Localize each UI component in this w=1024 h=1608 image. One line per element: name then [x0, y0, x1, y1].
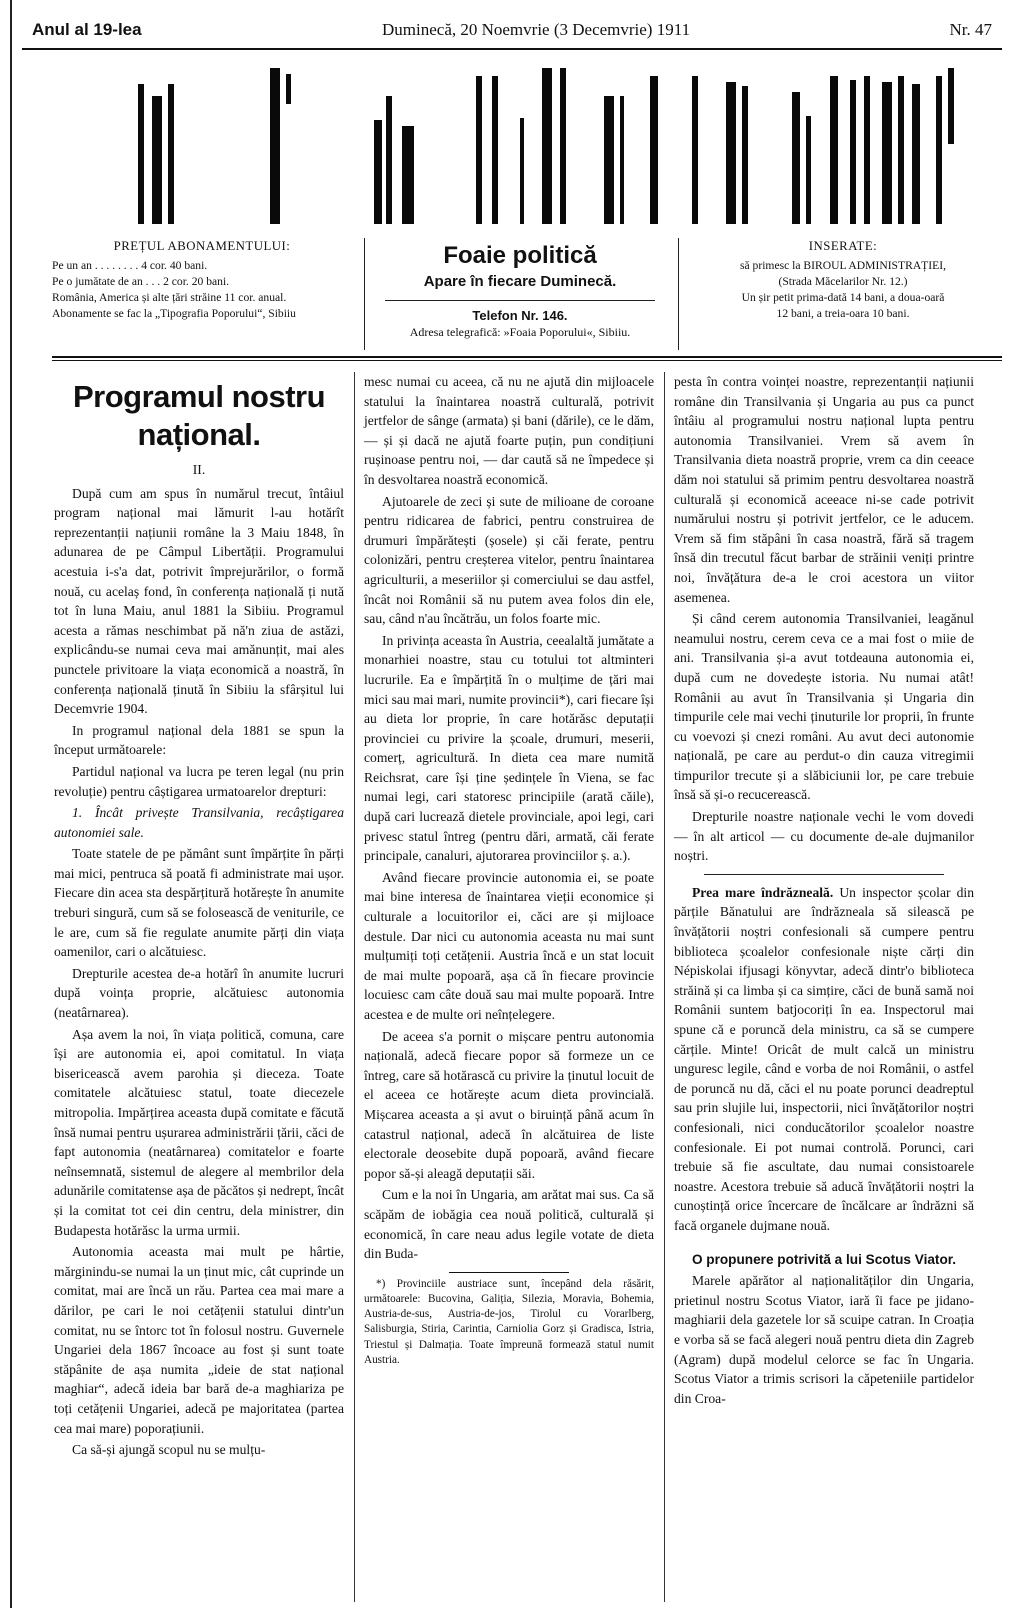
inserate-row: Un șir petit prima-dată 14 bani, a doua-oară	[741, 291, 945, 304]
inserate-row: să primesc la BIROUL ADMINISTRAȚIEI,	[740, 259, 946, 272]
box-rule	[385, 300, 655, 301]
article-paragraph: De aceea s'a pornit o mișcare pentru autonomia națională, adecă fiecare popor să formeze un ce întreg, care să hotărască cu privire la ținutul locuit de el aceea ce hotărește acum dieta provincială. Mișcarea aceasta a și avut o biruință până acum în catastrul național, adecă în alcătuirea de liste electorale deosebite după popoară, având fiecare popor să-și aleagă deputații săi.	[364, 1028, 654, 1181]
article-paragraph: In programul național dela 1881 se spun la început următoarele:	[54, 722, 344, 758]
article-paragraph: După cum am spus în numărul trecut, întâiul program național mai lămurit l-au hotărît reprezentanții națiunii române la 3 Maiu 1848, în adunarea de pe Câmpul Libertății. Programului acestuia i-s'a dat, potrivit împrejurărilor, o formă nouă, cu acelaș fond, în conferența națională ți nută tot în luna Maiu, anul 1881 la Sibiiu. Programul acesta a rămas neschimbat pă nă'n ziua de astăzi, explicându-se numai ceva mai amănunțit, mai ales punctele privitoare la viața economică a noastră, în conferența națională ținută în Sibiiu la sfârșitul lui Decemvrie 1904.	[54, 485, 344, 717]
column-3	[674, 372, 974, 1410]
inserate-row: (Strada Măcelarilor Nr. 12.)	[778, 275, 908, 288]
page-edge-rule	[10, 0, 12, 1608]
column-divider	[354, 372, 355, 1602]
article-paragraph: pesta în contra voinței noastre, reprezentanții națiunii române din Transilvania și Ungaria au pus ca punct întâiu al programului nostru național lupta pentru autonomia Transilvaniei. Vrem să avem în Transilvania dieta noastră proprie, vrem ca din ceeace dăm noi statului să primim pentru desvoltarea noastră culturală și economică aceeace ni-se cade potrivit numărului nostru și potrivit jertfelor, ce le aducem. Vrem să fim stăpâni în casa noastră, fără să tragem însă din trecutul făcut barbar de străinii veniți printre noi, învățătura de-a le croi acestora un viitor asemenea.	[674, 374, 974, 605]
column-2	[364, 372, 654, 1370]
article-paragraph: Și când cerem autonomia Transilvaniei, leagănul neamului nostru, cerem ceva ce a mai fost o miie de ani. Transilvania și-a avut totdeauna autonomia ei, după cum ne dovedește istoria. Nu numai atât! Românii au avut în Transilvania și Ungaria din timpurile cele mai vechi ținuturile lor proprii, în frunte cu voevozi și cnezi români. Au avut deci autonomie națională, pe care au perdut-o din cauza vitregimii timpurilor trecute și a slăbiciunii lor, pe care trebuie însă să și-o recucerească.	[674, 611, 974, 803]
article-paragraph: Toate statele de pe pământ sunt împărțite în părți mai mici, pentruca să poată fi administrate mai ușor. Fiecare din acea sta despărțitură hotărește în anumite treburi singură, cum să se folosească de veniturile, ce le are, cum să fie regulate anumite părți din viața oamenilor, cari o alcătuiesc.	[54, 846, 344, 960]
header-divider	[364, 238, 365, 350]
pricing-row: România, America și alte țări străine 11 cor. anual.	[52, 291, 287, 304]
article-paragraph: Așa avem la noi, în viața politică, comuna, care își are autonomia ei, apoi comitatul. In viața bisericească avem parohia și dieceza. Toate comitatele alcătuiesc statul, toate diecezele mitropolia. Impărțirea aceasta după comitate e făcută însă numai pentru ușurarea administrării țării, căci de fapt autonomia (neatârnarea) comitatelor e foarte neînsemnată, sistemul de alegere al membrilor dela adunările comitatense așa de păcătos și nedrept, încât și la comitat tot cei din centru, dela ministrer, din Budapesta hotărăsc la urma urmii.	[54, 1026, 344, 1238]
news-item	[674, 883, 974, 1236]
article-paragraph: Drepturile noastre naționale vechi le vom dovedi — în alt articol — cu documente de-ale dujmanilor noștri.	[674, 809, 974, 864]
spacer	[674, 1238, 974, 1250]
article-paragraph: Cum e la noi în Ungaria, am arătat mai sus. Ca să scăpăm de iobăgia cea nouă politică, culturală și economică, în care neau adus legile votate de dieta din Buda-	[364, 1187, 654, 1262]
paper-info-box	[370, 238, 670, 348]
footnote: *) Provinciile austriace sunt, începând dela răsărit, următoarele: Bucovina, Galiția, Silezia, Moravia, Bohemia, Austria-de-sus, Austria-de-jos, Tirolul cu Vorarlberg, Salisburgia, Stiria, Carintia, Carniolia Gorz și Gradisca, Istria, Triestul și Dalmația. Toate împreună formează statul numit Austria.	[364, 1277, 654, 1366]
telegraph-address: Adresa telegrafică: »Foaia Poporului«, Sibiiu.	[409, 325, 631, 339]
phone-number: Telefon Nr. 146.	[472, 308, 568, 323]
paper-type-title: Foaie politică	[443, 242, 597, 269]
advertising-rates	[684, 238, 1002, 348]
year-label: Anul al 19-lea	[32, 20, 142, 39]
top-rule	[22, 48, 1002, 50]
article-paragraph: In privința aceasta în Austria, ceealaltă jumătate a monarhiei noastre, stau cu totului tot altminteri lucrurile. Ea e împărțită în o mulțime de țări mai mici sau mai mari, numite provincii*), cari fiecare își au dieta lor proprie, în care hotărăsc deputații provinciei cu privire la școale, drumuri, meserii, comerț, agricultură. In dieta cea mare numită Reichsrat, care își ține ședințele în Viena, se fac numai legi, cari statoresc principiile (arată căile), după cari lucrează dietele provinciale, apoi legi, cari privesc statul întreg (pentru dări, armată, căi ferate principale, canaluri, ajutorarea provinciilor ș. a.).	[364, 632, 654, 864]
article-part-number: II.	[192, 462, 206, 477]
inserate-row: 12 bani, a treia-oara 10 bani.	[776, 307, 910, 320]
subscription-prices	[52, 238, 352, 348]
header-bottom-rule	[52, 356, 1002, 358]
article-headline: Programul nostru național.	[72, 379, 326, 452]
column-1	[54, 372, 344, 1462]
issue-number: Nr. 47	[949, 20, 992, 39]
news-item-body: Un inspector școlar din părțile Bănatului are îndrăzneala să silească pe învățătorii noștri confesionali să cumpere pentru biblioteca școalelor confesionale niște cărți din Népiskolai ifjusagi könyvtar, adecă dintr'o biblioteca străină și ca limba și ca simțire, căci de bună samă noi Românii suntem batjocoriți în ea. Inspectorul mai spune că e poruncă dela ministru, ca să se cumpere cărțile. Minte! Oricât de mult calcă un ministru unguresc legile, când e vorba de noi Românii, o astfel de poruncă nu dă, căci el nu poate porunci deadreptul sau prin slujile lui, inspectorii, nici învățătorilor noștri confesionali, nici conducătorilor școalelor noastre confesionale. Ei pot numai controlă. Porunci, cari trebuie să fie ascultate, dau numai consistoarele noastre. Acestora trebuie să aducă învățătorii noștri la cunoștință orice încercare de încălcare ar îndrăzni să facă organele dujmane nouă.	[674, 884, 974, 1233]
article-paragraph: Ajutoarele de zeci și sute de milioane de coroane pentru ridicarea de fabrici, pentru construirea de drumuri împărătești (șosele) și căi ferate, pentru colonizări, pentru creșterea vitelor, pentru înaintarea agriculturii, a meseriilor și comerciului se dau astfel, încât noi Românii să nu putem avea folos din ele, sau, când n'au încătrău, un folos foarte mic.	[364, 493, 654, 627]
pricing-row: Abonamente se fac la „Tipografia Poporului“, Sibiiu	[52, 307, 296, 320]
program-point: 1. Încât privește Transilvania, recâștigarea autonomiei sale.	[54, 805, 344, 840]
article-paragraph: Având fiecare provincie autonomia ei, se poate mai bine interesa de înaintarea vieții economice și culturale a locuitorilor ei, căci are și mijloace destule. Dar nici cu autonomia aceasta nu mai sunt mulțumiți toți cetățenii. Austria încă e un stat locuit de mai multe popoară, așa că în fiecare provincie locuiesc cam câte două sau mai multe popoară. Intre acestea e de multe ori neînțelegere.	[364, 869, 654, 1022]
pricing-heading: PREȚUL ABONAMENTULUI:	[113, 239, 291, 253]
inserate-heading: INSERATE:	[808, 239, 878, 253]
header-bottom-rule-thin	[52, 360, 1002, 361]
pricing-row: Pe o jumătate de an . . . 2 cor. 20 bani.	[52, 275, 230, 288]
article-paragraph: Partidul național va lucra pe teren legal (nu prin revoluție) pentru câștigarea urmatoarelor drepturi:	[54, 763, 344, 799]
date-label: Duminecă, 20 Noemvrie (3 Decemvrie) 1911	[382, 20, 691, 39]
article-paragraph: Ca să-și ajungă scopul nu se mulțu-	[72, 1442, 266, 1458]
article-paragraph: Autonomia aceasta mai mult pe hârtie, mărginindu-se numai la un ținut mic, cât cuprinde un comitat, mai are încă un rău. Partea cea mai mare a dărilor, pe cari le noi cetățenii statului dintr'un comitat, nu se întorc tot în folosul nostru. Guvernele Ungariei dela 1867 încoace au fost și sunt toate stăpânite de așa numita „ideie de stat național maghiar“, adecă ideia bar bară de-a maghiariza pe toți cetățenii Ungariei, adecă pe majoritatea (partea cea mai mare) poporațiunii.	[54, 1244, 344, 1436]
header-band	[52, 238, 1002, 356]
news-item-title: O propunere potrivită a lui Scotus Viator.	[691, 1251, 957, 1267]
masthead-logo	[90, 56, 1010, 236]
publication-frequency: Apare în fiecare Duminecă.	[423, 273, 617, 290]
section-divider	[704, 874, 944, 875]
issue-line	[22, 18, 1002, 44]
news-item-title: Prea mare îndrăzneală.	[692, 884, 834, 900]
article-paragraph: Drepturile acestea de-a hotărî în anumite lucruri după voința proprie, alcătuiesc autonomia (neatârnarea).	[54, 965, 344, 1021]
pricing-row: Pe un an . . . . . . . . 4 cor. 40 bani.	[52, 259, 208, 272]
news-item-body: Marele apărător al naționalităților din Ungaria, prietinul nostru Scotus Viator, iară îi face pe jidano-maghiarii dela gazetele lor să scuipe catran. In Croația e vorba să se facă alegeri nouă pentru dieta din Zagreb (Agram) după modelul celorce se fac în Ungaria. Scotus Viator a trimis scrisori la căpeteniile partidelor din Croa-	[674, 1273, 974, 1406]
article-paragraph: mesc numai cu aceea, că nu ne ajută din mijloacele statului la înaintarea noastră culturală, potrivit jertfelor de sânge (armata) și bani (dările), ce le dăm, — și și dacă ne ajută foarte puțin, pun condițiuni rușinoase pentru noi, — dar caută să ne împedece și în desvoltarea noastră economică.	[364, 374, 654, 487]
header-divider	[678, 238, 679, 350]
column-divider	[664, 372, 665, 1602]
footnote-rule	[449, 1272, 569, 1273]
